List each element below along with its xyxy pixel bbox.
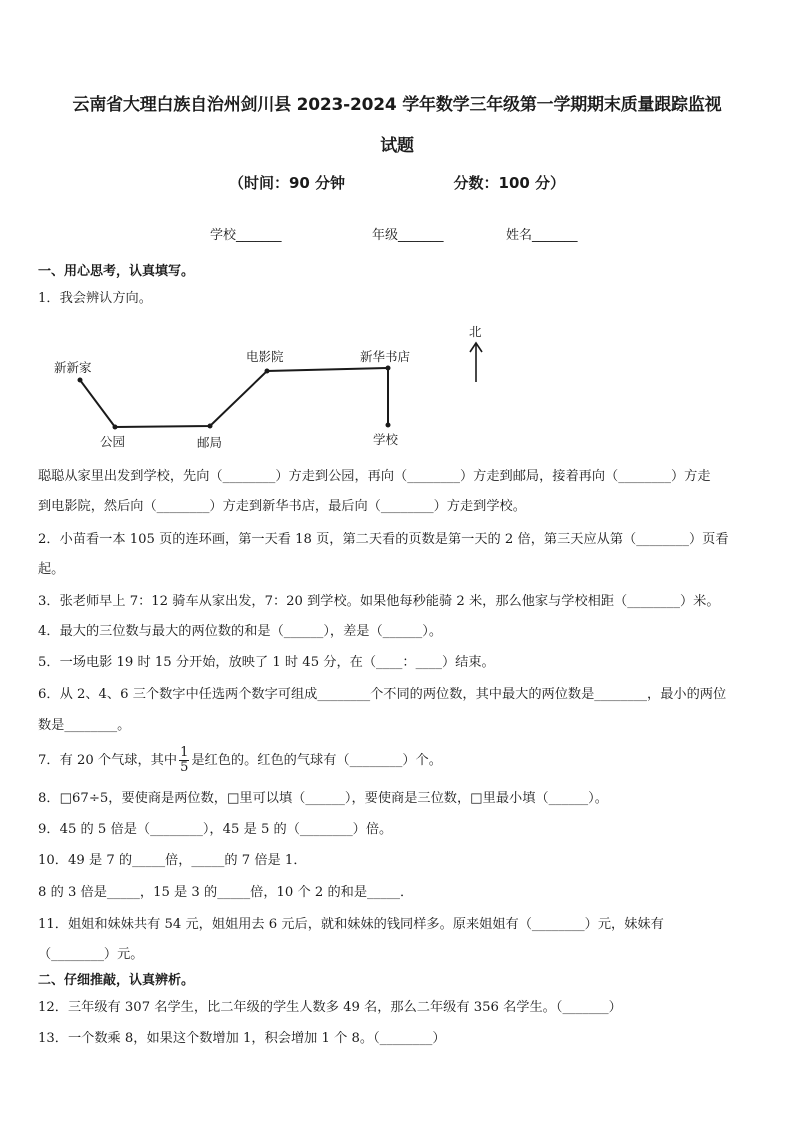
question-9: 9．45 的 5 倍是（________），45 是 5 的（________）倍。: [38, 822, 393, 837]
question-7-text: 是红色的。红色的气球有（________）个。: [191, 753, 442, 768]
exam-score: 分数：100 分）: [453, 174, 566, 192]
question-1-stem: 1．我会辨认方向。: [38, 291, 152, 306]
question-1-text: 聪聪从家里出发到学校，先向（________）方走到公园，再向（________）方走到邮局，接着再向（________）方走: [38, 469, 711, 484]
name-field[interactable]: 姓名_______: [506, 228, 578, 243]
question-6: 6．从 2、4、6 三个数字中任选两个数字可组成________个不同的两位数，其中最大的两位数是________，最小的两位: [38, 687, 727, 702]
section-heading: 二、仔细推敲，认真辨析。: [38, 973, 195, 988]
question-11: 11．姐姐和妹妹共有 54 元，姐姐用去 6 元后，就和妹妹的钱同样多。原来姐姐有（________）元，妹妹有: [38, 917, 664, 932]
question-7-text: 7．有 20 个气球，其中: [38, 753, 178, 768]
fraction: $\frac{1}{5}$: [180, 745, 189, 775]
direction-map: [40, 318, 500, 458]
question-13: 13．一个数乘 8，如果这个数增加 1，积会增加 1 个 8。（________）: [38, 1031, 446, 1046]
question-10: 8 的 3 倍是_____，15 是 3 的_____倍，10 个 2 的和是_____．: [38, 885, 414, 900]
question-11: （________）元。: [38, 947, 144, 962]
place-cinema: 电影院: [246, 349, 284, 364]
question-6: 数是________。: [38, 718, 131, 733]
place-school: 学校: [373, 432, 399, 447]
question-3: 3．张老师早上 7：12 骑车从家出发，7：20 到学校。如果他每秒能骑 2 米，那么他家与学校相距（________）米。: [38, 594, 720, 609]
question-12: 12．三年级有 307 名学生，比二年级的学生人数多 49 名，那么二年级有 356 名学生。（_______）: [38, 1000, 622, 1015]
question-5: 5．一场电影 19 时 15 分开始，放映了 1 时 45 分，在（____：____）结束。: [38, 655, 495, 670]
exam-meta: [0, 172, 794, 193]
page-title-continued: 试题: [380, 136, 414, 156]
route-path: [80, 368, 388, 427]
question-1-text: 到电影院，然后向（________）方走到新华书店，最后向（________）方走到学校。: [38, 499, 526, 514]
question-8: 8．□67÷5，要使商是两位数，□里可以填（______），要使商是三位数，□里最小填（______）。: [38, 791, 608, 806]
school-field[interactable]: 学校_______: [210, 228, 282, 243]
section-heading: 一、用心思考，认真填写。: [38, 264, 195, 279]
place-home: 新新家: [54, 360, 92, 375]
grade-field[interactable]: 年级_______: [372, 228, 444, 243]
place-bookstore: 新华书店: [360, 349, 411, 364]
question-7: [38, 746, 762, 776]
route-points: [78, 366, 391, 430]
page-title: 云南省大理白族自治州剑川县 2023-2024 学年数学三年级第一学期期末质量跟踪监视: [72, 95, 722, 115]
question-10: 10．49 是 7 的_____倍，_____的 7 倍是 1．: [38, 853, 307, 868]
exam-time: （时间：90 分钟: [228, 174, 346, 192]
north-label: 北: [469, 324, 482, 339]
question-2: 起。: [38, 562, 65, 577]
north-arrow-icon: [470, 343, 482, 382]
question-2: 2．小苗看一本 105 页的连环画，第一天看 18 页，第二天看的页数是第一天的 2 倍，第三天应从第（________）页看: [38, 532, 729, 547]
question-4: 4．最大的三位数与最大的两位数的和是（______），差是（______）。: [38, 624, 443, 639]
place-park: 公园: [100, 434, 126, 449]
place-post-office: 邮局: [197, 435, 223, 450]
